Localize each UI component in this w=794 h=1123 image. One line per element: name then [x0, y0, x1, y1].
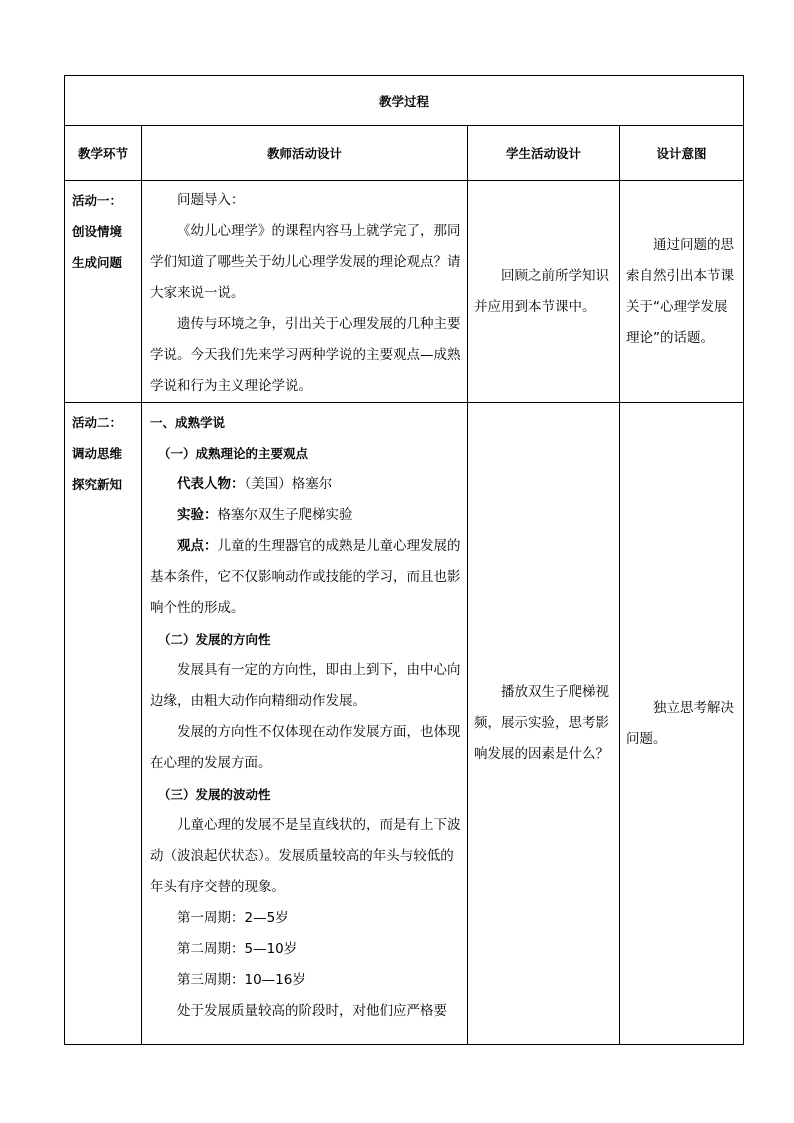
teacher-activity-cell [142, 181, 468, 403]
subsection-heading: （二）发展的方向性 [158, 632, 271, 647]
viewpoint-line [150, 531, 462, 624]
student-activity-text: 播放双生子爬梯视频，展示实验，思考影响发展的因素是什么？ [474, 684, 609, 762]
design-intent-cell [620, 403, 744, 1045]
table-title: 教学过程 [65, 76, 744, 126]
stage-line: 调动思维 [72, 446, 123, 461]
viewpoint-label: 观点： [177, 538, 218, 554]
design-intent-text: 通过问题的思索自然引出本节课关于“心理学发展理论”的话题。 [626, 236, 734, 346]
experiment-value: 格塞尔双生子爬梯实验 [217, 507, 353, 523]
stage-line: 生成问题 [72, 255, 123, 270]
experiment-line [150, 500, 462, 531]
stage-cell [65, 181, 142, 403]
header-stage: 教学环节 [65, 126, 142, 181]
teacher-paragraph: 发展的方向性不仅体现在动作发展方面，也体现在心理的发展方面。 [150, 724, 461, 771]
teacher-paragraph: 问题导入： [177, 192, 245, 208]
student-activity-text: 回顾之前所学知识并应用到本节课中。 [474, 267, 609, 315]
period-line: 第三周期：10—16岁 [177, 972, 306, 988]
section-heading: 一、成熟学说 [150, 415, 226, 430]
teacher-paragraph: 处于发展质量较高的阶段时，对他们应严格要 [177, 1003, 447, 1019]
student-activity-cell [468, 181, 620, 403]
period-line: 第二周期：5—10岁 [177, 941, 298, 957]
header-student: 学生活动设计 [468, 126, 620, 181]
teacher-paragraph: 发展具有一定的方向性，即由上到下，由中心向边缘，由粗大动作向精细动作发展。 [150, 662, 461, 709]
student-activity-cell [468, 403, 620, 1045]
stage-line: 探究新知 [72, 477, 123, 492]
experiment-label: 实验： [177, 507, 218, 523]
teacher-paragraph: 儿童心理的发展不是呈直线状的，而是有上下波动（波浪起伏状态）。发展质量较高的年头与较低的年头有序交替的现象。 [150, 817, 461, 895]
representative-value: （美国）格塞尔 [244, 476, 333, 492]
design-intent-cell [620, 181, 744, 403]
representative-line [150, 469, 462, 500]
viewpoint-value: 儿童的生理器官的成熟是儿童心理发展的基本条件，它不仅影响动作或技能的学习，而且也影响个性的形成。 [150, 538, 461, 616]
subsection-heading: （三）发展的波动性 [158, 787, 271, 802]
period-line: 第一周期：2—5岁 [177, 910, 289, 926]
subsection-heading: （一）成熟理论的主要观点 [158, 446, 309, 461]
stage-cell [65, 403, 142, 1045]
table-row [65, 181, 744, 403]
representative-label: 代表人物： [177, 476, 245, 492]
stage-line: 创设情境 [72, 224, 123, 239]
design-intent-text: 独立思考解决问题。 [626, 699, 734, 747]
header-row [65, 126, 744, 181]
stage-line: 活动一： [72, 193, 123, 208]
header-intent: 设计意图 [620, 126, 744, 181]
teacher-paragraph: 《幼儿心理学》的课程内容马上就学完了，那同学们知道了哪些关于幼儿心理学发展的理论观点？请大家来说一说。 [150, 223, 461, 301]
table-row [65, 403, 744, 1045]
header-teacher: 教师活动设计 [142, 126, 468, 181]
teacher-paragraph: 遗传与环境之争，引出关于心理发展的几种主要学说。今天我们先来学习两种学说的主要观点—成熟学说和行为主义理论学说。 [150, 316, 461, 394]
teaching-process-table [64, 75, 744, 1045]
stage-line: 活动二： [72, 415, 123, 430]
teacher-activity-cell [142, 403, 468, 1045]
